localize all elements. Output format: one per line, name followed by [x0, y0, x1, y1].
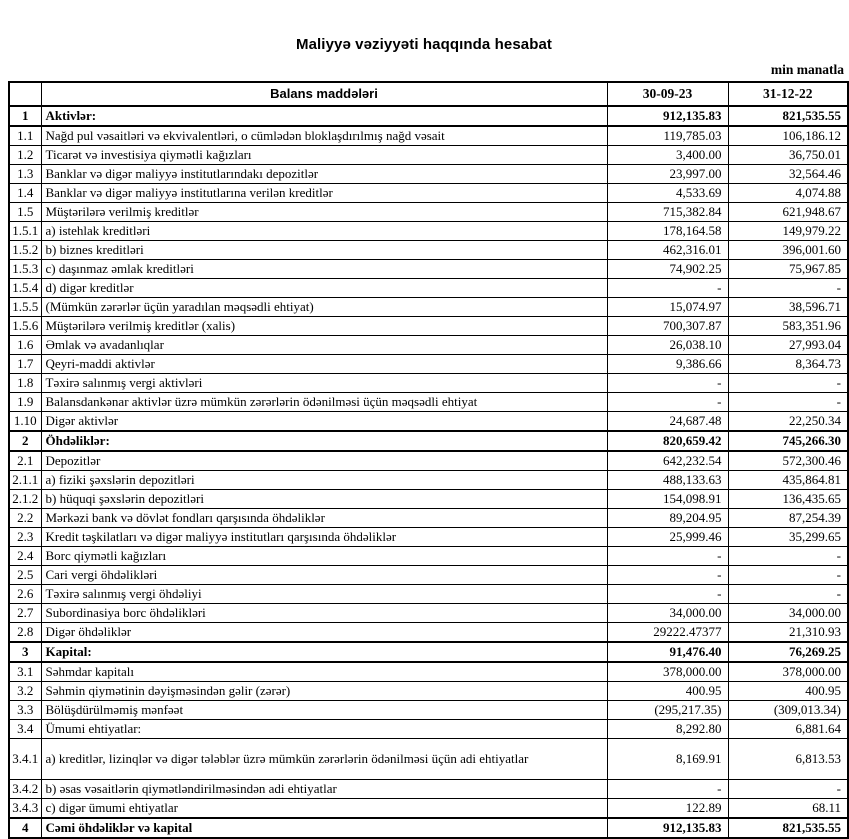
row-value-30-09-23-cell: -: [607, 566, 728, 585]
row-number-cell: 2.1.1: [9, 471, 41, 490]
row-value-31-12-22-cell: 821,535.55: [728, 106, 848, 126]
table-row: [9, 260, 848, 279]
table-row: [9, 547, 848, 566]
table-row: [9, 412, 848, 432]
row-number-cell: 3.4: [9, 720, 41, 739]
row-value-30-09-23-cell: 15,074.97: [607, 298, 728, 317]
table-row: [9, 355, 848, 374]
header-date-1-cell: 30-09-23: [607, 82, 728, 106]
row-value-31-12-22-cell: 149,979.22: [728, 222, 848, 241]
row-value-30-09-23-cell: 122.89: [607, 799, 728, 819]
row-label-cell: (Mümkün zərərlər üçün yaradılan məqsədli ehtiyat): [41, 298, 607, 317]
row-label-cell: Əmlak və avadanlıqlar: [41, 336, 607, 355]
row-value-31-12-22-cell: -: [728, 585, 848, 604]
row-value-31-12-22-cell: -: [728, 374, 848, 393]
row-value-31-12-22-cell: 38,596.71: [728, 298, 848, 317]
row-label-cell: Banklar və digər maliyyə institutlarına verilən kreditlər: [41, 184, 607, 203]
table-row: [9, 336, 848, 355]
row-value-31-12-22-cell: -: [728, 780, 848, 799]
row-value-30-09-23-cell: 700,307.87: [607, 317, 728, 336]
table-row: [9, 818, 848, 838]
row-number-cell: 2.2: [9, 509, 41, 528]
row-number-cell: 3.4.1: [9, 739, 41, 780]
row-label-cell: Nağd pul vəsaitləri və ekvivalentləri, o cümlədən bloklaşdırılmış nağd vəsait: [41, 126, 607, 146]
row-number-cell: 1.5.1: [9, 222, 41, 241]
row-value-30-09-23-cell: 4,533.69: [607, 184, 728, 203]
row-label-cell: Müştərilərə verilmiş kreditlər (xalis): [41, 317, 607, 336]
row-value-30-09-23-cell: 9,386.66: [607, 355, 728, 374]
header-label-cell: Balans maddələri: [41, 82, 607, 106]
row-value-31-12-22-cell: 583,351.96: [728, 317, 848, 336]
row-label-cell: Cəmi öhdəliklər və kapital: [41, 818, 607, 838]
table-row: [9, 720, 848, 739]
table-row: [9, 374, 848, 393]
row-label-cell: c) digər ümumi ehtiyatlar: [41, 799, 607, 819]
row-value-30-09-23-cell: 74,902.25: [607, 260, 728, 279]
row-label-cell: Aktivlər:: [41, 106, 607, 126]
table-row: [9, 701, 848, 720]
row-label-cell: Cari vergi öhdəlikləri: [41, 566, 607, 585]
table-row: [9, 662, 848, 682]
row-value-31-12-22-cell: 6,881.64: [728, 720, 848, 739]
row-value-31-12-22-cell: 76,269.25: [728, 642, 848, 662]
row-number-cell: 3.4.3: [9, 799, 41, 819]
row-value-30-09-23-cell: 462,316.01: [607, 241, 728, 260]
row-value-30-09-23-cell: -: [607, 374, 728, 393]
row-value-30-09-23-cell: -: [607, 780, 728, 799]
row-label-cell: Subordinasiya borc öhdəlikləri: [41, 604, 607, 623]
row-value-31-12-22-cell: 35,299.65: [728, 528, 848, 547]
row-value-30-09-23-cell: 715,382.84: [607, 203, 728, 222]
row-value-30-09-23-cell: 25,999.46: [607, 528, 728, 547]
table-row: [9, 241, 848, 260]
row-value-31-12-22-cell: 75,967.85: [728, 260, 848, 279]
row-value-31-12-22-cell: 400.95: [728, 682, 848, 701]
table-row: [9, 298, 848, 317]
row-number-cell: 2.6: [9, 585, 41, 604]
table-row: [9, 780, 848, 799]
table-row: [9, 490, 848, 509]
row-label-cell: Ticarət və investisiya qiymətli kağızları: [41, 146, 607, 165]
table-row: [9, 146, 848, 165]
row-label-cell: Mərkəzi bank və dövlət fondları qarşısında öhdəliklər: [41, 509, 607, 528]
row-value-30-09-23-cell: 912,135.83: [607, 106, 728, 126]
row-label-cell: Təxirə salınmış vergi öhdəliyi: [41, 585, 607, 604]
row-value-30-09-23-cell: 89,204.95: [607, 509, 728, 528]
row-value-31-12-22-cell: 396,001.60: [728, 241, 848, 260]
row-number-cell: 1.5.3: [9, 260, 41, 279]
row-value-31-12-22-cell: 68.11: [728, 799, 848, 819]
table-row: [9, 642, 848, 662]
row-value-30-09-23-cell: 26,038.10: [607, 336, 728, 355]
row-value-30-09-23-cell: 642,232.54: [607, 451, 728, 471]
row-value-30-09-23-cell: 3,400.00: [607, 146, 728, 165]
table-row: [9, 739, 848, 780]
table-header: [9, 82, 848, 106]
row-value-30-09-23-cell: -: [607, 585, 728, 604]
row-label-cell: a) istehlak kreditləri: [41, 222, 607, 241]
row-number-cell: 2.8: [9, 623, 41, 643]
row-number-cell: 3.3: [9, 701, 41, 720]
row-label-cell: Müştərilərə verilmiş kreditlər: [41, 203, 607, 222]
table-row: [9, 106, 848, 126]
row-label-cell: Qeyri-maddi aktivlər: [41, 355, 607, 374]
row-value-30-09-23-cell: 912,135.83: [607, 818, 728, 838]
row-number-cell: 1.7: [9, 355, 41, 374]
table-row: [9, 451, 848, 471]
row-label-cell: Ümumi ehtiyatlar:: [41, 720, 607, 739]
row-value-30-09-23-cell: 91,476.40: [607, 642, 728, 662]
row-value-30-09-23-cell: 178,164.58: [607, 222, 728, 241]
table-row: [9, 203, 848, 222]
table-row: [9, 431, 848, 451]
row-number-cell: 1.5.6: [9, 317, 41, 336]
row-value-31-12-22-cell: 36,750.01: [728, 146, 848, 165]
row-label-cell: Depozitlər: [41, 451, 607, 471]
row-value-30-09-23-cell: 488,133.63: [607, 471, 728, 490]
row-label-cell: Təxirə salınmış vergi aktivləri: [41, 374, 607, 393]
row-label-cell: Balansdankənar aktivlər üzrə mümkün zərərlərin ödənilməsi üçün məqsədli ehtiyat: [41, 393, 607, 412]
row-number-cell: 1: [9, 106, 41, 126]
row-label-cell: Öhdəliklər:: [41, 431, 607, 451]
header-date-2-cell: 31-12-22: [728, 82, 848, 106]
table-row: [9, 566, 848, 585]
row-value-30-09-23-cell: 8,169.91: [607, 739, 728, 780]
row-value-30-09-23-cell: 23,997.00: [607, 165, 728, 184]
row-value-30-09-23-cell: 24,687.48: [607, 412, 728, 432]
table-row: [9, 184, 848, 203]
row-number-cell: 2.5: [9, 566, 41, 585]
row-value-30-09-23-cell: 400.95: [607, 682, 728, 701]
row-value-31-12-22-cell: 621,948.67: [728, 203, 848, 222]
table-row: [9, 126, 848, 146]
row-value-30-09-23-cell: 119,785.03: [607, 126, 728, 146]
row-value-31-12-22-cell: 34,000.00: [728, 604, 848, 623]
row-value-30-09-23-cell: (295,217.35): [607, 701, 728, 720]
table-row: [9, 279, 848, 298]
table-row: [9, 528, 848, 547]
row-number-cell: 1.10: [9, 412, 41, 432]
row-value-31-12-22-cell: 435,864.81: [728, 471, 848, 490]
row-value-31-12-22-cell: 4,074.88: [728, 184, 848, 203]
table-row: [9, 604, 848, 623]
row-value-31-12-22-cell: 378,000.00: [728, 662, 848, 682]
row-value-30-09-23-cell: 29222.47377: [607, 623, 728, 643]
row-number-cell: 3: [9, 642, 41, 662]
row-value-30-09-23-cell: 820,659.42: [607, 431, 728, 451]
table-row: [9, 393, 848, 412]
row-value-31-12-22-cell: 22,250.34: [728, 412, 848, 432]
row-value-31-12-22-cell: 136,435.65: [728, 490, 848, 509]
row-number-cell: 2.4: [9, 547, 41, 566]
row-number-cell: 1.5: [9, 203, 41, 222]
row-number-cell: 1.1: [9, 126, 41, 146]
unit-note-container: [0, 61, 846, 79]
row-label-cell: Borc qiymətli kağızları: [41, 547, 607, 566]
row-value-31-12-22-cell: 8,364.73: [728, 355, 848, 374]
row-number-cell: 1.3: [9, 165, 41, 184]
table-row: [9, 799, 848, 819]
row-value-30-09-23-cell: 154,098.91: [607, 490, 728, 509]
row-value-31-12-22-cell: -: [728, 566, 848, 585]
row-label-cell: Səhmin qiymətinin dəyişməsindən gəlir (zərər): [41, 682, 607, 701]
row-label-cell: a) kreditlər, lizinqlər və digər tələblər üzrə mümkün zərərlərin ödənilməsi üçün adi ehtiyatlar: [41, 739, 607, 780]
table-row: [9, 222, 848, 241]
row-value-30-09-23-cell: 8,292.80: [607, 720, 728, 739]
row-label-cell: a) fiziki şəxslərin depozitləri: [41, 471, 607, 490]
row-number-cell: 3.4.2: [9, 780, 41, 799]
row-value-30-09-23-cell: -: [607, 547, 728, 566]
row-label-cell: b) hüquqi şəxslərin depozitləri: [41, 490, 607, 509]
row-label-cell: Banklar və digər maliyyə institutlarındakı depozitlər: [41, 165, 607, 184]
table-row: [9, 623, 848, 643]
row-value-31-12-22-cell: 27,993.04: [728, 336, 848, 355]
row-number-cell: 2.1.2: [9, 490, 41, 509]
row-value-31-12-22-cell: 572,300.46: [728, 451, 848, 471]
row-value-31-12-22-cell: -: [728, 279, 848, 298]
table-row: [9, 317, 848, 336]
header-row: [9, 82, 848, 106]
table-row: [9, 471, 848, 490]
row-value-31-12-22-cell: 32,564.46: [728, 165, 848, 184]
table-body: [9, 106, 848, 838]
header-number-cell: [9, 82, 41, 106]
row-label-cell: Kapital:: [41, 642, 607, 662]
row-number-cell: 4: [9, 818, 41, 838]
row-label-cell: Digər öhdəliklər: [41, 623, 607, 643]
row-number-cell: 2.3: [9, 528, 41, 547]
row-value-31-12-22-cell: 21,310.93: [728, 623, 848, 643]
row-label-cell: Kredit təşkilatları və digər maliyyə institutları qarşısında öhdəliklər: [41, 528, 607, 547]
row-value-30-09-23-cell: 34,000.00: [607, 604, 728, 623]
row-number-cell: 1.5.4: [9, 279, 41, 298]
row-number-cell: 3.1: [9, 662, 41, 682]
row-label-cell: Bölüşdürülməmiş mənfəət: [41, 701, 607, 720]
row-number-cell: 1.5.5: [9, 298, 41, 317]
row-label-cell: d) digər kreditlər: [41, 279, 607, 298]
row-value-31-12-22-cell: 821,535.55: [728, 818, 848, 838]
table-row: [9, 165, 848, 184]
row-value-30-09-23-cell: -: [607, 279, 728, 298]
row-label-cell: b) əsas vəsaitlərin qiymətləndirilməsindən adi ehtiyatlar: [41, 780, 607, 799]
row-number-cell: 3.2: [9, 682, 41, 701]
row-value-31-12-22-cell: -: [728, 547, 848, 566]
row-number-cell: 1.2: [9, 146, 41, 165]
table-row: [9, 509, 848, 528]
row-value-30-09-23-cell: -: [607, 393, 728, 412]
row-number-cell: 2: [9, 431, 41, 451]
row-value-31-12-22-cell: 6,813.53: [728, 739, 848, 780]
row-value-31-12-22-cell: -: [728, 393, 848, 412]
row-number-cell: 1.6: [9, 336, 41, 355]
row-value-31-12-22-cell: 745,266.30: [728, 431, 848, 451]
row-number-cell: 2.1: [9, 451, 41, 471]
row-value-30-09-23-cell: 378,000.00: [607, 662, 728, 682]
table-row: [9, 682, 848, 701]
unit-note: min manatla: [770, 62, 844, 77]
row-number-cell: 2.7: [9, 604, 41, 623]
row-number-cell: 1.9: [9, 393, 41, 412]
row-number-cell: 1.5.2: [9, 241, 41, 260]
table-row: [9, 585, 848, 604]
row-label-cell: b) biznes kreditləri: [41, 241, 607, 260]
row-number-cell: 1.4: [9, 184, 41, 203]
balance-sheet-table: [8, 81, 849, 839]
page-title: Maliyyə vəziyyəti haqqında hesabat: [296, 36, 552, 53]
row-label-cell: c) daşınmaz əmlak kreditləri: [41, 260, 607, 279]
row-value-31-12-22-cell: (309,013.34): [728, 701, 848, 720]
row-number-cell: 1.8: [9, 374, 41, 393]
row-label-cell: Səhmdar kapitalı: [41, 662, 607, 682]
row-value-31-12-22-cell: 87,254.39: [728, 509, 848, 528]
row-label-cell: Digər aktivlər: [41, 412, 607, 432]
row-value-31-12-22-cell: 106,186.12: [728, 126, 848, 146]
